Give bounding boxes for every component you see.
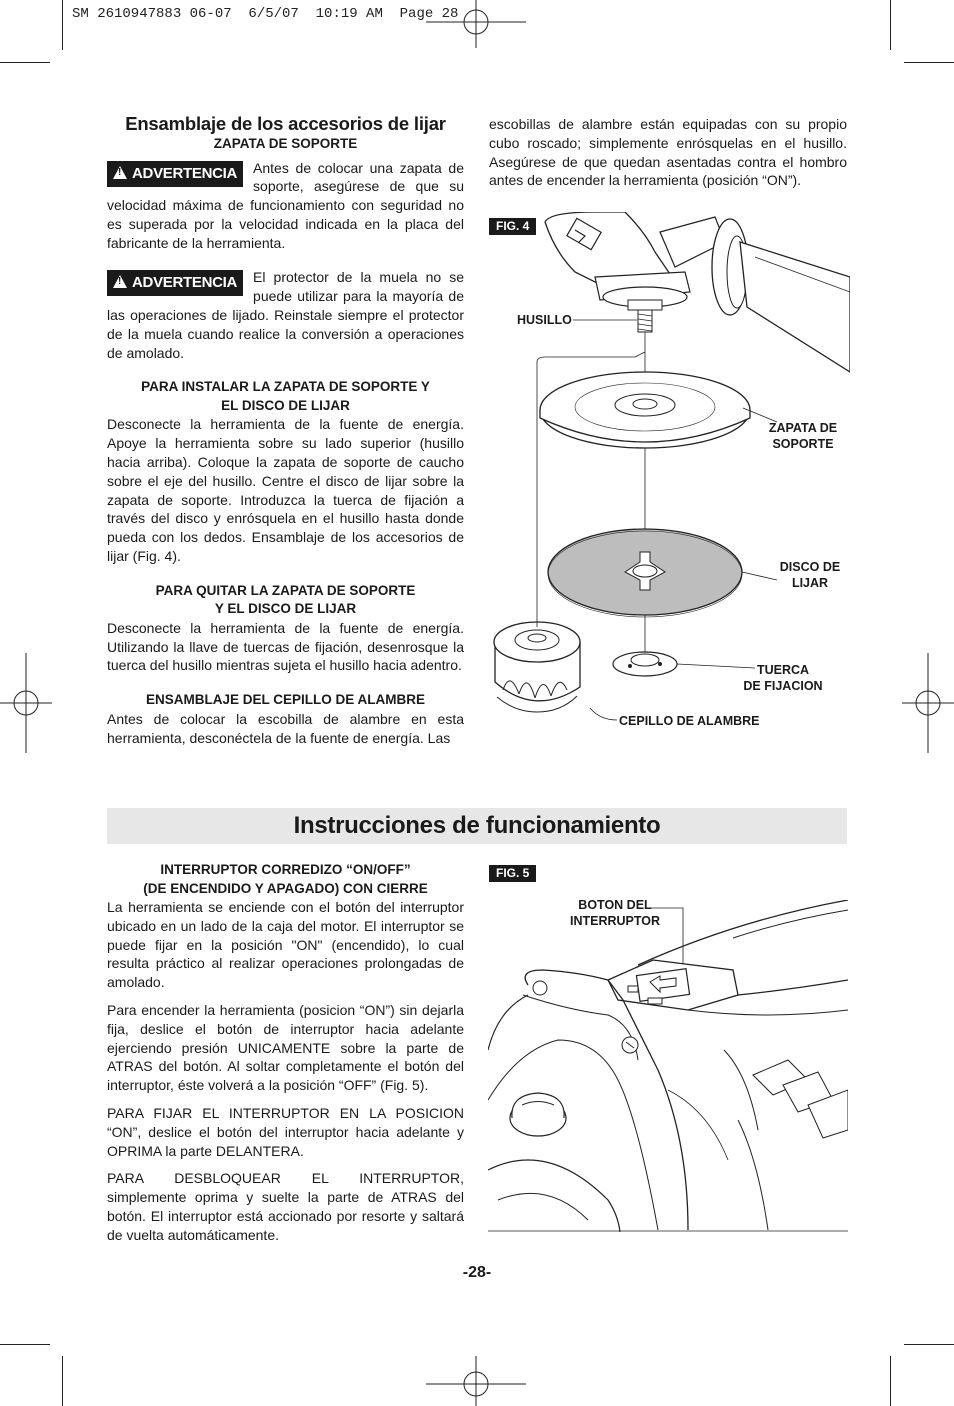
label-cepillo: CEPILLO DE ALAMBRE xyxy=(619,714,760,728)
label-tuerca xyxy=(736,663,830,694)
label-line: TUERCA xyxy=(756,663,810,677)
warning-triangle-icon xyxy=(113,166,127,179)
subheading: EL DISCO DE LIJAR xyxy=(221,397,350,413)
subheading: INTERRUPTOR CORREDIZO “ON/OFF” xyxy=(160,862,411,877)
paragraph: La herramienta se enciende con el botón del interruptor ubicado en un lado de la caja del motor. El interruptor se puede fijar en la posición "ON" (encendido), lo cual resulta práctico al realizar operaciones prolongadas de amolado. xyxy=(107,899,464,991)
paragraph: Antes de colocar la escobilla de alambre en esta herramienta, desconéctela de la fuente de energía. Las xyxy=(107,710,464,746)
label-line: SOPORTE xyxy=(772,436,834,451)
right-column-top xyxy=(489,115,847,190)
crop-mark xyxy=(904,1344,954,1345)
paragraph: Desconecte la herramienta de la fuente de energía. Utilizando la llave de tuercas de fijación, desenrosque la tuerca del husillo mientras sujeta el husillo hacia adentro. xyxy=(107,619,464,674)
paragraph: PARA DESBLOQUEAR EL INTERRUPTOR, simplemente oprima y suelte la parte de ATRAS del botón. El interruptor está accionado por resorte y saltará de vuelta automáticamente. xyxy=(107,1170,464,1243)
figure-label: FIG. 4 xyxy=(489,218,536,235)
warning-text-2: El protector de la muela no se puede utilizar para la mayoría de las operaciones de lijado. Reinstale siempre el protector de la muela cuando realice la conversión a operaciones de amolado. xyxy=(107,269,464,361)
section-heading: Ensamblaje de los accesorios de lijar xyxy=(125,113,446,134)
label-line: INTERRUPTOR xyxy=(569,913,661,928)
warning-triangle-icon xyxy=(113,275,127,288)
label-zapata xyxy=(760,421,846,452)
subheading: ENSAMBLAJE DEL CEPILLO DE ALAMBRE xyxy=(145,692,426,708)
subheading: PARA QUITAR LA ZAPATA DE SOPORTE xyxy=(155,582,416,598)
warning-badge xyxy=(107,161,243,187)
crop-mark xyxy=(904,62,954,63)
label-line: DISCO DE xyxy=(779,560,841,574)
crop-mark xyxy=(0,1344,50,1345)
subheading: Y EL DISCO DE LIJAR xyxy=(214,601,357,617)
label-disco xyxy=(770,560,850,591)
warning-badge xyxy=(107,270,243,296)
label-line: ZAPATA DE xyxy=(768,421,838,435)
paragraph: escobillas de alambre están equipadas con su propio cubo roscado; simplemente enrósquelas en el husillo. Asegúrese de que quedan asentadas contra el hombro antes de encender la herramienta (posición “ON”). xyxy=(489,116,847,189)
banner-title: Instrucciones de funcionamiento xyxy=(293,812,661,839)
registration-mark-right xyxy=(902,653,954,753)
label-line: DE FIJACION xyxy=(743,678,823,693)
warning-label: ADVERTENCIA xyxy=(132,164,238,182)
label-line: BOTON DEL xyxy=(578,898,652,912)
subheading: PARA INSTALAR LA ZAPATA DE SOPORTE Y xyxy=(141,379,430,395)
paragraph: Desconecte la herramienta de la fuente de energía. Apoye la herramienta sobre su lado superior (husillo hacia arriba). Coloque la zapata de soporte de caucho sobre el eje del husillo. Centre el disco de lijar sobre la zapata de soporte. Introduzca la tuerca de fijación a través del disco y enrósquela en el husillo hasta donde pueda con los dedos. Ensamblaje de los accesorios de lijar (Fig. 4). xyxy=(107,416,464,565)
subheading: (DE ENCENDIDO Y APAGADO) CON CIERRE xyxy=(143,880,428,896)
figure-label: FIG. 5 xyxy=(489,865,536,882)
label-husillo: HUSILLO xyxy=(517,313,572,327)
subheading: ZAPATA DE SOPORTE xyxy=(213,136,358,151)
print-slug: SM 2610947883 06-07 6/5/07 10:19 AM Page 28 xyxy=(72,6,459,22)
registration-mark-top xyxy=(426,0,526,50)
crop-mark xyxy=(62,1356,63,1406)
registration-mark-bottom xyxy=(426,1354,526,1406)
registration-mark-left xyxy=(0,653,52,753)
crop-mark xyxy=(890,0,891,50)
left-column-top xyxy=(107,113,464,747)
warning-text-1: Antes de colocar una zapata de soporte, asegúrese de que su velocidad máxima de funcionamiento con seguridad no es superada por la velocidad indicada en la placa del fabricante de la herramienta. xyxy=(107,159,464,251)
section-banner xyxy=(107,808,847,844)
paragraph: Para encender la herramienta (posicion “ON”) sin dejarla fija, deslice el botón de interruptor hacia adelante ejerciendo presión UNICAMENTE sobre la parte de ATRAS del botón. Al soltar completamente el botón del interruptor, éste volverá a la posición “OFF” (Fig. 5). xyxy=(107,1001,464,1094)
crop-mark xyxy=(62,0,63,50)
figure-5-illustration xyxy=(488,900,848,1232)
warning-label: ADVERTENCIA xyxy=(132,274,238,292)
label-line: LIJAR xyxy=(791,575,829,590)
crop-mark xyxy=(890,1356,891,1406)
left-column-bottom xyxy=(107,861,464,1245)
page-number: -28- xyxy=(462,1264,492,1281)
crop-mark xyxy=(0,62,50,63)
paragraph: PARA FIJAR EL INTERRUPTOR EN LA POSICION “ON”, deslice el botón del interruptor hacia adelante y OPRIMA la parte DELANTERA. xyxy=(107,1104,464,1159)
